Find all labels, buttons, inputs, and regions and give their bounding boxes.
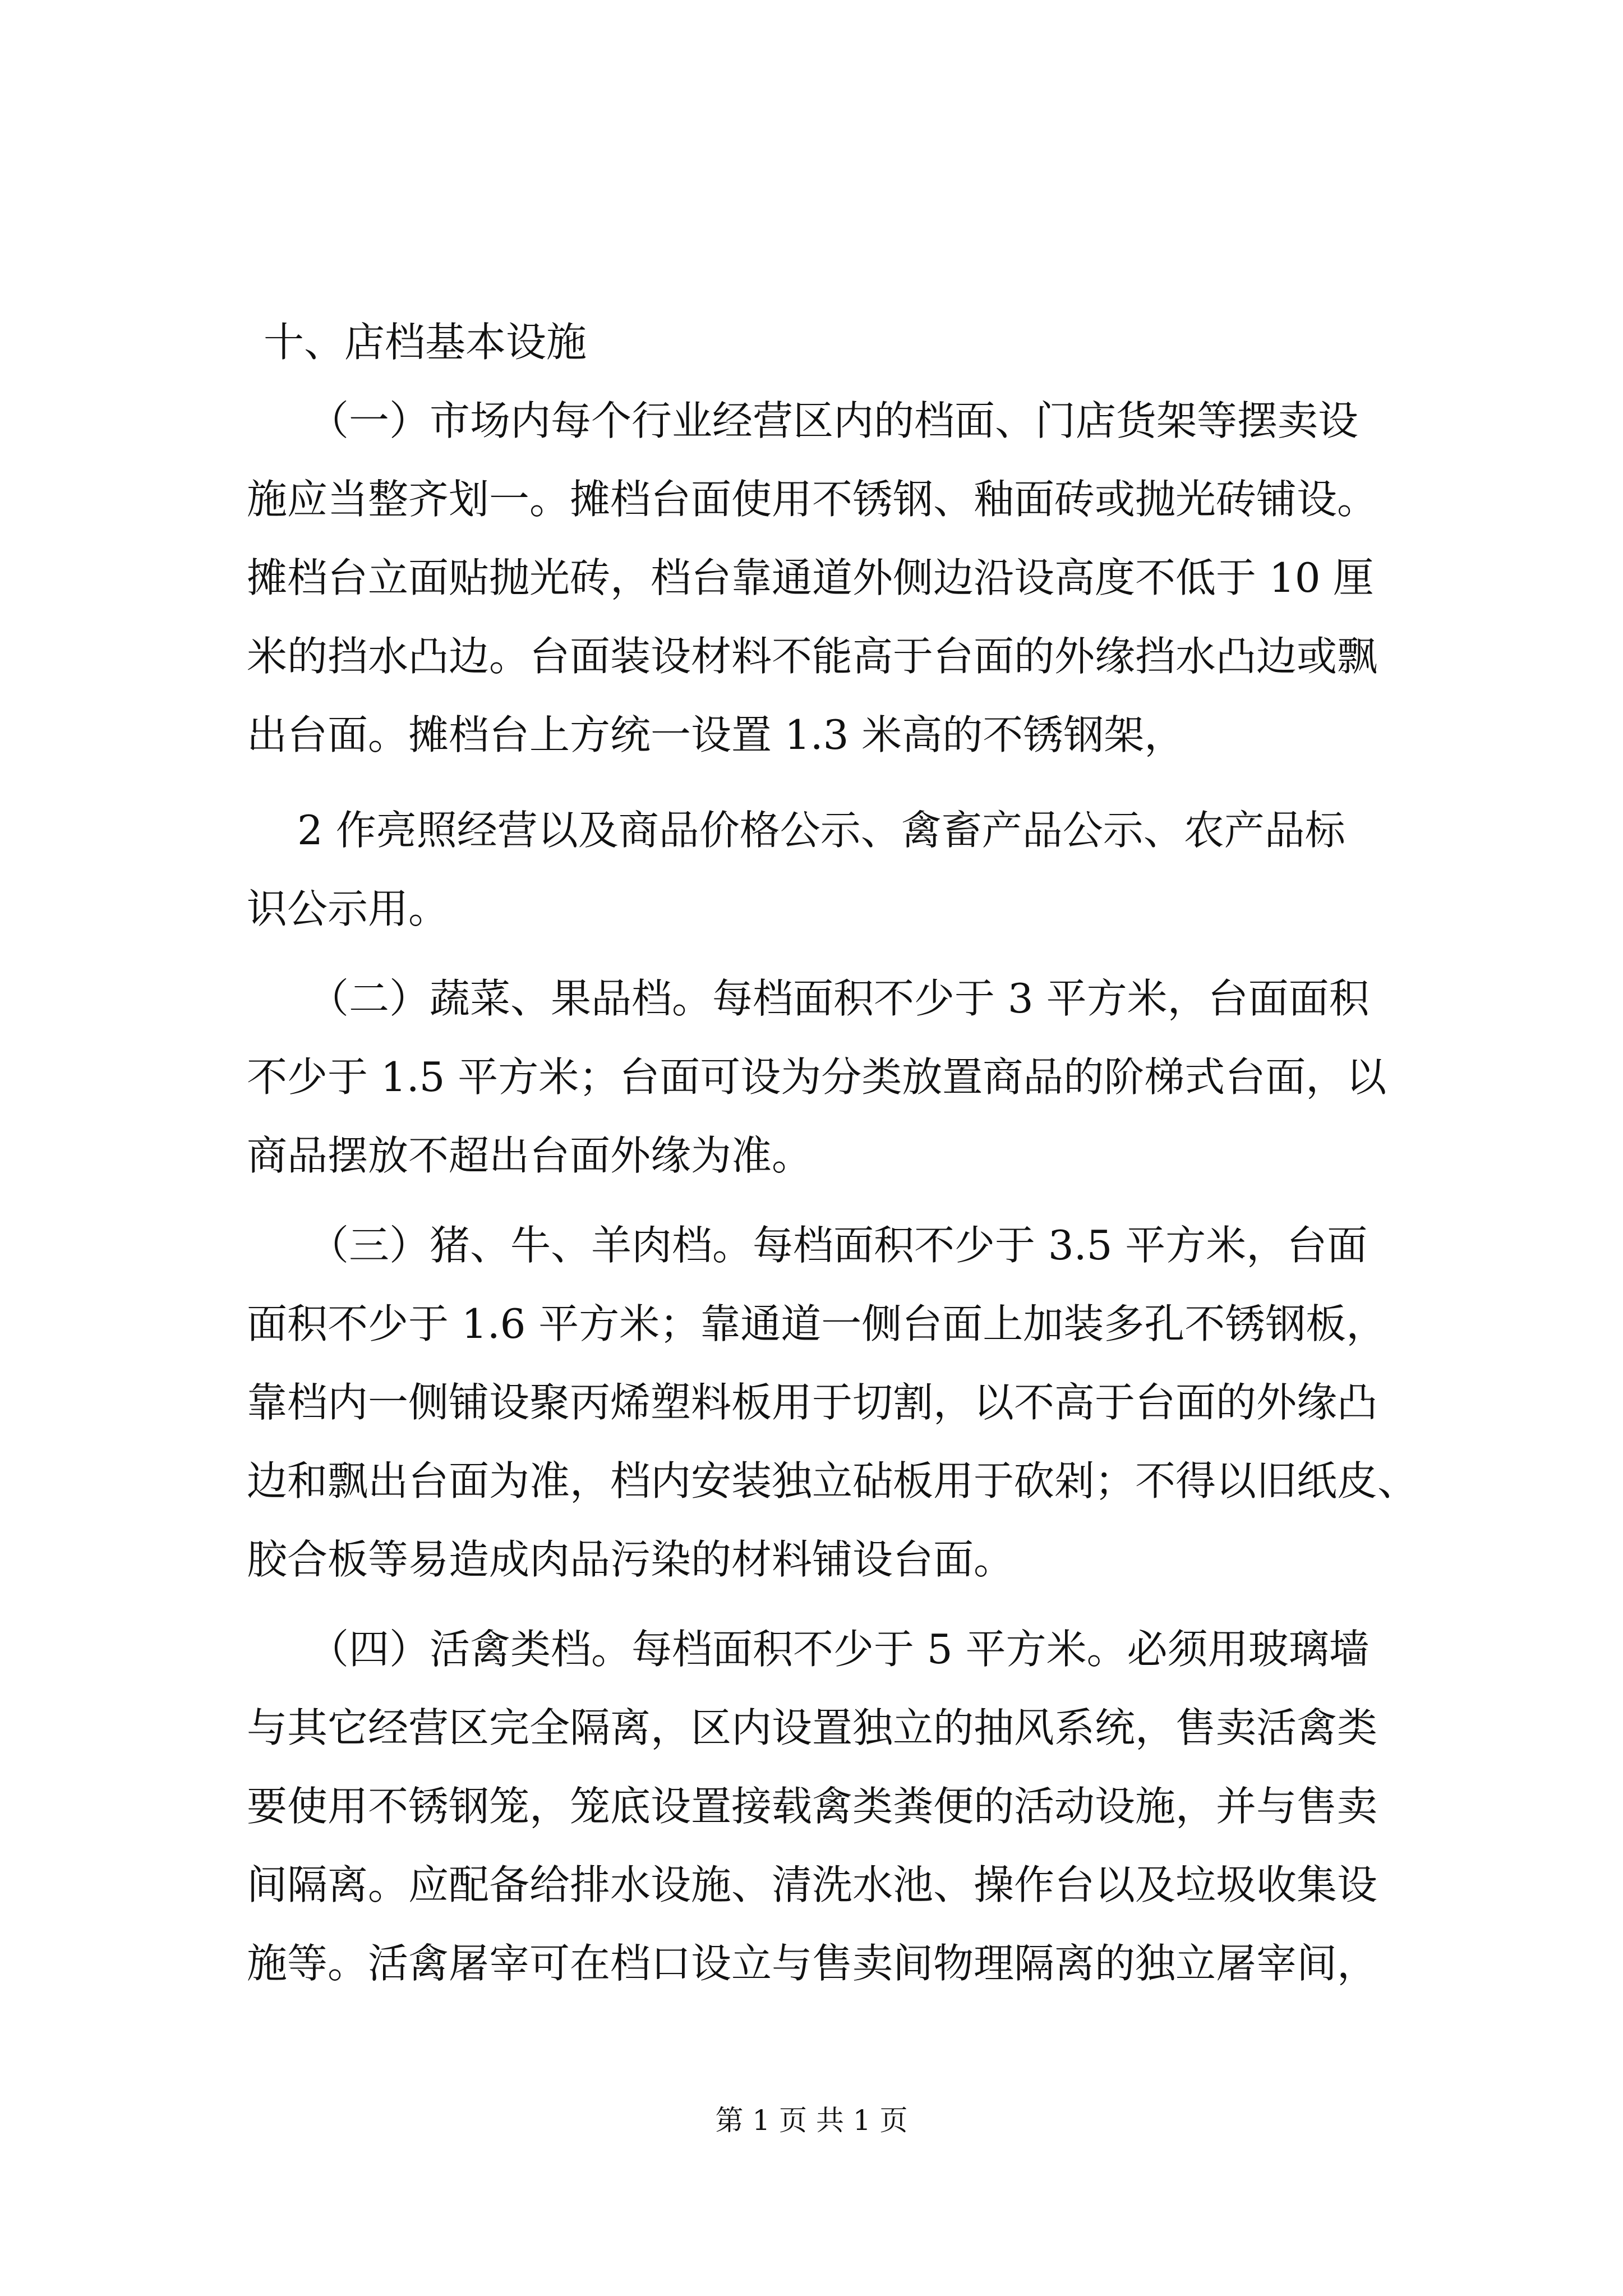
- paragraph-line: 摊档台立面贴抛光砖，档台靠通道外侧边沿设高度不低于 10 厘: [247, 554, 1374, 601]
- paragraph-line: 2 作亮照经营以及商品价格公示、禽畜产品公示、农产品标: [297, 807, 1345, 854]
- paragraph-line: 要使用不锈钢笼，笼底设置接载禽类粪便的活动设施，并与售卖: [247, 1783, 1378, 1830]
- paragraph-line: （四）活禽类档。每档面积不少于 5 平方米。必须用玻璃墙: [308, 1626, 1370, 1673]
- paragraph-line: 施应当整齐划一。摊档台面使用不锈钢、釉面砖或抛光砖铺设。: [247, 476, 1378, 523]
- paragraph-line: 施等。活禽屠宰可在档口设立与售卖间物理隔离的独立屠宰间，: [247, 1940, 1378, 1987]
- paragraph-line: 商品摆放不超出台面外缘为准。: [247, 1132, 813, 1179]
- paragraph-line: 靠档内一侧铺设聚丙烯塑料板用于切割，以不高于台面的外缘凸: [247, 1379, 1378, 1426]
- paragraph-line: 胶合板等易造成肉品污染的材料铺设台面。: [247, 1536, 1015, 1583]
- paragraph-line: 出台面。摊档台上方统一设置 1.3 米高的不锈钢架，: [247, 711, 1185, 758]
- paragraph-line: （三）猪、牛、羊肉档。每档面积不少于 3.5 平方米，台面: [308, 1222, 1368, 1269]
- paragraph-line: （二）蔬菜、果品档。每档面积不少于 3 平方米，台面面积: [308, 975, 1370, 1022]
- paragraph-line: 米的挡水凸边。台面装设材料不能高于台面的外缘挡水凸边或飘: [247, 633, 1378, 680]
- page-number-footer: 第 1 页 共 1 页: [715, 2104, 908, 2137]
- paragraph-line: 边和飘出台面为准，档内安装独立砧板用于砍剁；不得以旧纸皮、: [247, 1457, 1418, 1504]
- paragraph-line: 面积不少于 1.6 平方米；靠通道一侧台面上加装多孔不锈钢板，: [247, 1300, 1387, 1347]
- paragraph-line: 识公示用。: [247, 885, 449, 932]
- paragraph-line: （一）市场内每个行业经营区内的档面、门店货架等摆卖设: [308, 397, 1359, 444]
- section-heading: 十、店档基本设施: [264, 319, 587, 366]
- paragraph-line: 间隔离。应配备给排水设施、清洗水池、操作台以及垃圾收集设: [247, 1861, 1378, 1908]
- paragraph-line: 不少于 1.5 平方米；台面可设为分类放置商品的阶梯式台面，以: [247, 1053, 1387, 1101]
- paragraph-line: 与其它经营区完全隔离，区内设置独立的抽风系统，售卖活禽类: [247, 1704, 1378, 1751]
